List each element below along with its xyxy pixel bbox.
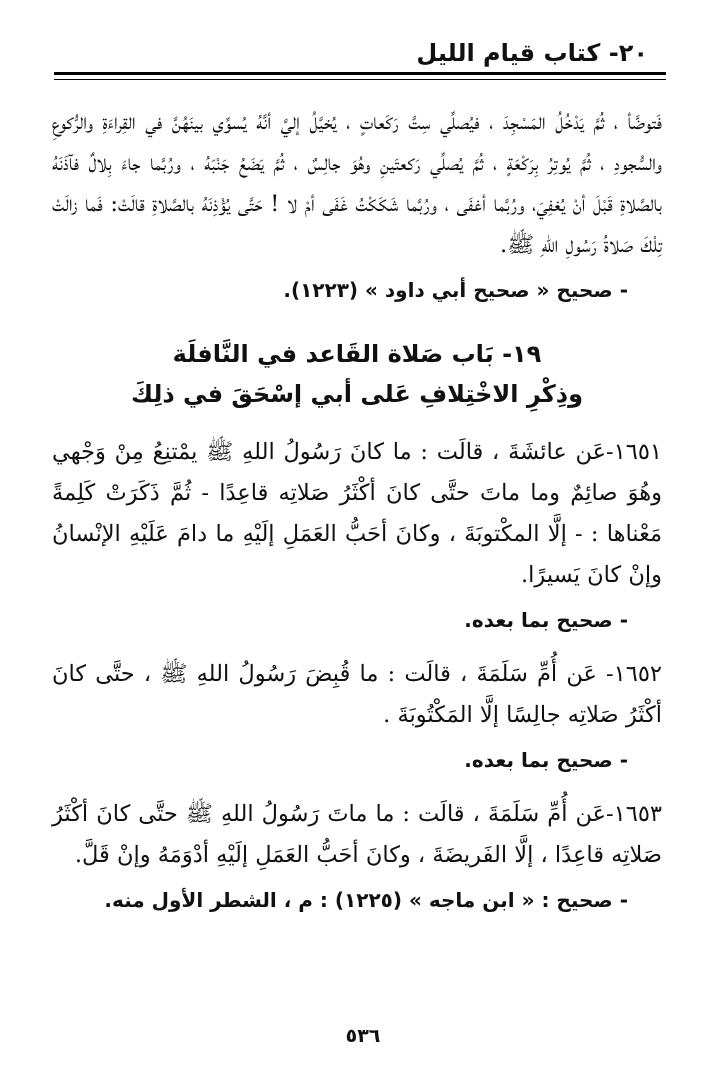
hadith-1652: ١٦٥٢- عَن أُمِّ سَلَمَةَ ، قالَت : ما قُبِضَ رَسُولُ اللهِ ﷺ ، حتَّى كانَ أكْثَرُ صَلاتِه جالِسًا إلَّا المَكْتُوبَةَ .: [52, 661, 662, 728]
chapter-title: ١٩- بَاب صَلاة القَاعد في النَّافلَة: [172, 340, 542, 368]
hadith-grade-note: - صحيح « صحيح أبي داود » (١٢٢٣).: [283, 278, 628, 302]
spacer: [52, 780, 662, 794]
page-body: [52, 102, 662, 920]
header-rule-thin: [54, 79, 666, 80]
running-header: ٢٠- كتاب قيام الليل: [416, 39, 648, 67]
page-number: ٥٣٦: [345, 1025, 381, 1047]
header-rule: [54, 72, 666, 75]
hadith-1653: ١٦٥٣-عَن أُمِّ سَلَمَةَ ، قالَت : ما ماتَ رَسُولُ اللهِ ﷺ حتَّى كانَ أكْثَرُ صَلاتِه قاعِدًا ، إلَّا الفَريضَةَ ، وكانَ أحَبُّ العَمَلِ إلَيْهِ أدْوَمَهُ وإنْ قَلَّ.: [52, 801, 662, 868]
chapter-heading: [52, 334, 662, 414]
spacer: [52, 640, 662, 654]
hadith-1651: ١٦٥١-عَن عائشَةَ ، قالَت : ما كانَ رَسُولُ اللهِ ﷺ يمْتنِعُ مِنْ وَجْهي وهُوَ صائِمٌ وما ماتَ حتَّى كانَ أكْثَرُ صَلاتِه قاعِدًا - ثُمَّ ذَكَرَتْ كَلِمةً مَعْناها : - إلَّا المكْتوبَةَ ، وكانَ أحَبُّ العَمَلِ إلَيْهِ ما دامَ عَلَيْهِ الإنْسانُ وإنْ كانَ يَسيرًا.: [52, 439, 662, 588]
chapter-subtitle: وذِكْرِ الاخْتِلافِ عَلى أبي إسْحَقَ في ذلِكَ: [131, 380, 583, 408]
hadith-1653-grade: - صحيح : « ابن ماجه » (١٢٢٥) : م ، الشطر الأول منه.: [104, 888, 628, 912]
hadith-1651-grade: - صحيح بما بعده.: [464, 608, 628, 632]
hadith-1652-grade: - صحيح بما بعده.: [464, 748, 628, 772]
hadith-continuation-paragraph: فَتوضَّأ ، ثُمَّ يَدْخُلُ المَسْجِدَ ، فيُصلِّي سِتَّ رَكَعاتٍ ، يُخيَّلُ إليَّ أنَّهُ يُسوِّي بينَهُنَّ في القِراءَةِ والرُّكوعِ والسُّجودِ ، ثُمَّ يُوتِرُ بِرَكْعَةٍ ، ثُمَّ يُصلِّي رَكعتَينِ وهُوَ جالِسٌ ، ثُمَّ يَضَعُ جَنْبَهُ ، ورُبَّما جاءَ بِلالٌ فآذَنَهُ بالصَّلاةِ قَبْلَ أنْ يُغفِيَ، ورُبَّما أغفَى ، ورُبَّما شَكَكْتُ غَفَى أمْ لا ! حَتَّى يُؤْذِنَهُ بالصَّلاةِ قالَتْ: فَما زالَتْ تِلْكَ صَلاةُ رَسُولِ اللهِ ﷺ.: [52, 109, 662, 258]
